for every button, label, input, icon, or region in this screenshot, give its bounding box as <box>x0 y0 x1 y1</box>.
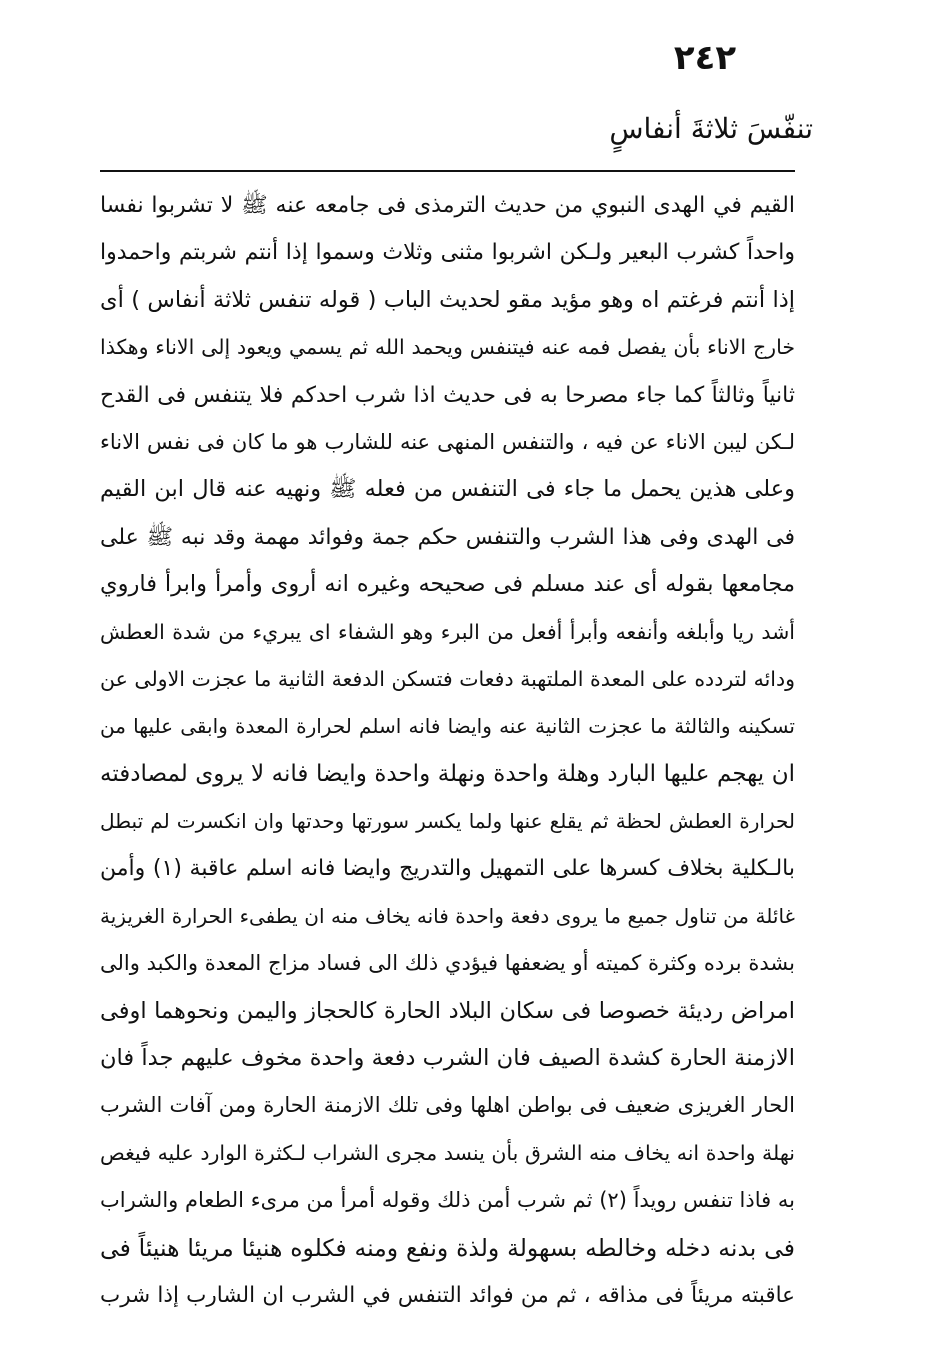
text-line: امراض رديئة خصوصا فى سكان البلاد الحارة كالحجاز واليمن ونحوهما اوفى <box>100 997 795 1024</box>
text-line: غائلة من تناول جميع ما يروى دفعة واحدة فانه يخاف منه ان يطفىء الحرارة الغريزية <box>100 903 795 928</box>
text-line: واحداً كشرب البعير ولـكن اشربوا مثنى وثلاث وسموا إذا أنتم شربتم واحمدوا <box>100 240 795 266</box>
text-line: فى الهدى وفى هذا الشرب والتنفس حكم جمة وفوائد مهمة وقد نبه ﷺ على <box>100 524 795 550</box>
commentary-text <box>100 182 795 1319</box>
text-line: مجامعها بقوله أى عند مسلم فى صحيحه وغيره انه أروى وأمرأ وابرأ فاروي <box>100 571 795 598</box>
text-line: به فاذا تنفس رويداً (٢) ثم شرب أمن ذلك وقوله أمرأ من مرىء الطعام والشراب <box>100 1188 795 1213</box>
text-line: الحار الغريزى ضعيف فى بواطن اهلها وفى تلك الازمنة الحارة ومن آفات الشرب <box>100 1093 795 1118</box>
text-line: نهلة واحدة انه يخاف منه الشرق بأن ينسد مجرى الشراب لـكثرة الوارد عليه فيغص <box>100 1140 795 1165</box>
text-line: بالـكلية بخلاف كسرها على التمهيل والتدريج وايضا فانه اسلم عاقبة (١) وأمن <box>100 856 795 882</box>
text-line: القيم في الهدى النبوي من حديث الترمذى فى جامعه عنه ﷺ لا تشربوا نفسا <box>100 193 795 218</box>
text-line: أشد ريا وأبلغه وأنفعه وأبرأ أفعل من البرء وهو الشفاء اى يبريء من شدة العطش <box>100 619 795 644</box>
text-line: ان يهجم عليها البارد وهلة واحدة ونهلة واحدة وايضا فانه لا يروى لمصادفته <box>100 760 795 787</box>
text-line: ودائه لتردده على المعدة الملتهبة دفعات فتسكن الدفعة الثانية ما عجزت الاولى عن <box>100 666 795 691</box>
running-title: تنفّسَ ثلاثةَ أنفاسٍ <box>609 112 813 145</box>
text-line: بشدة برده وكثرة كميته أو يضعفها فيؤدي ذلك الى فساد مزاج المعدة والكبد والى <box>100 951 795 976</box>
text-line: فى بدنه دخله وخالطه بسهولة ولذة ونفع ومنه فكلوه هنيئا مريئا هنيئاً فى <box>100 1233 795 1262</box>
text-line: إذا أنتم فرغتم اه وهو مؤيد مقو لحديث الباب ( قوله تنفس ثلاثة أنفاس ) أى <box>100 286 795 313</box>
text-line: عاقبته مريئاً فى مذاقه ، ثم من فوائد التنفس في الشرب ان الشارب إذا شرب <box>100 1282 795 1308</box>
text-line: ثانياً وثالثاً كما جاء مصرحا به فى حديث اذا شرب احدكم فلا يتنفس فى القدح <box>100 382 795 408</box>
page-number: ٢٤٢ <box>673 38 737 78</box>
header-rule <box>100 170 795 172</box>
text-line: لحرارة العطش لحظة ثم يقلع عنها ولما يكسر سورتها وحدتها وان انكسرت لم تبطل <box>100 809 795 834</box>
text-line: وعلى هذين يحمل ما جاء فى التنفس من فعله ﷺ ونهيه عنه قال ابن القيم <box>100 476 795 503</box>
text-line: خارج الاناء بأن يفصل فمه عنه فيتنفس ويحمد الله ثم يسمي ويعود إلى الاناء وهكذا <box>100 335 795 360</box>
text-line: لـكن ليبن الاناء عن فيه ، والتنفس المنهى عنه للشارب هو ما كان فى نفس الاناء <box>100 429 795 454</box>
text-line: تسكينه والثالثة ما عجزت الثانية عنه وايضا فانه اسلم لحرارة المعدة وابقى عليها من <box>100 714 795 739</box>
text-line: الازمنة الحارة كشدة الصيف فان الشرب دفعة واحدة مخوف عليهم جداً فان <box>100 1045 795 1072</box>
